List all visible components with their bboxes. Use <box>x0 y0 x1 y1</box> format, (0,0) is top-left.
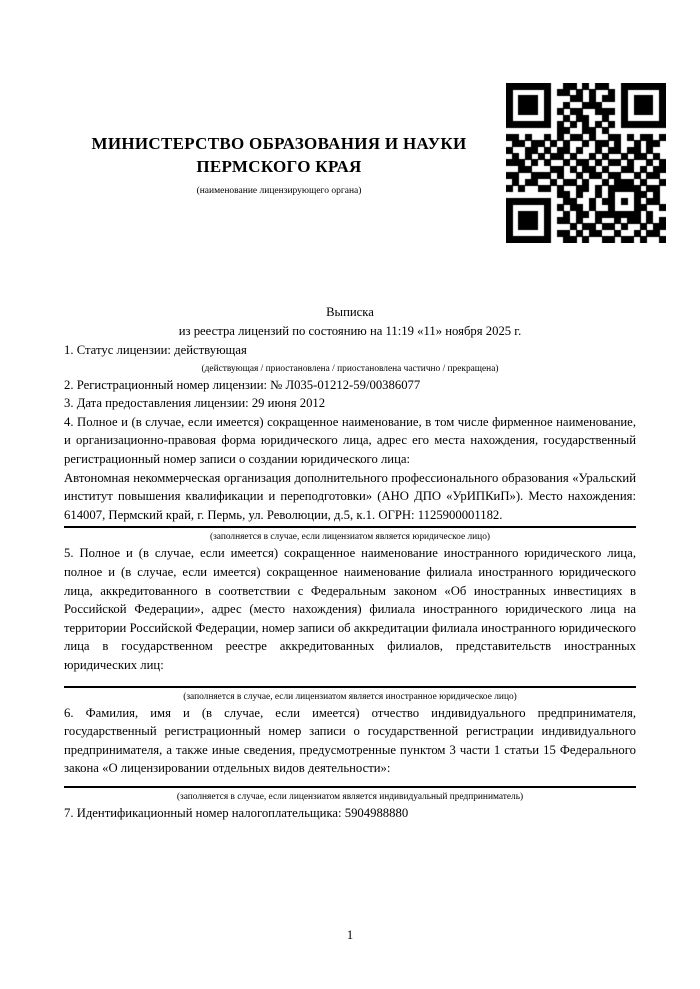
ministry-name-line1: МИНИСТЕРСТВО ОБРАЗОВАНИЯ И НАУКИ <box>91 134 467 153</box>
ministry-name-line2: ПЕРМСКОГО КРАЯ <box>196 157 362 176</box>
licensing-authority-note: (наименование лицензирующего органа) <box>196 186 362 196</box>
title-line2: из реестра лицензий по состоянию на 11:19 «11» ноября 2025 г. <box>178 324 522 338</box>
qr-code-image <box>506 83 666 243</box>
item-1-license-status: 1. Статус лицензии: действующая <box>64 343 247 357</box>
page-number: 1 <box>346 928 354 942</box>
item-1-note: (действующая / приостановлена / приостановлена частично / прекращена) <box>201 363 499 374</box>
document-header <box>58 132 500 197</box>
item-7-taxpayer-id: 7. Идентификационный номер налогоплательщика: 5904988880 <box>64 805 409 820</box>
item-2-registration-number: 2. Регистрационный номер лицензии: № Л035-01212-59/00386077 <box>64 377 421 392</box>
title-line1: Выписка <box>326 305 374 319</box>
document-body <box>64 303 636 822</box>
item-5-fill-line <box>64 675 636 688</box>
item-4-legal-entity-value: Автономная некоммерческая организация дополнительного профессионального образования «Уральский институт повышения квалификации и переподготовки» (АНО ДПО «УрИПКиП»). Место нахождения: 614007, Пермский край, г. Пермь, ул. Революции, д.5, к.1. ОГРН: 1125900001182. <box>64 470 636 522</box>
item-4-legal-entity-heading: 4. Полное и (в случае, если имеется) сокращенное наименование, в том числе фирменное наименование, и организационно-правовая форма юридического лица, адрес его места нахождения, государственный регистрационный номер записи о создании юридического лица: <box>64 414 636 466</box>
item-5-foreign-entity-heading: 5. Полное и (в случае, если имеется) сокращенное наименование иностранного юридического лица, полное и (в случае, если имеется) сокращенное наименование филиала иностранного юридического лица, аккредитованного в соответствии с Федеральным законом «Об иностранных инвестициях в Российской Федерации», адрес (место нахождения) филиала иностранного юридического лица на территории Российской Федерации, номер записи об аккредитации филиала иностранного юридического лица в государственном реестре аккредитованных филиалов, представительств иностранных юридических лиц: <box>64 546 636 672</box>
document-title <box>64 303 636 341</box>
item-6-entrepreneur-heading: 6. Фамилия, имя и (в случае, если имеется) отчество индивидуального предпринимателя, государственный регистрационный номер записи о государственной регистрации индивидуального предпринимателя, а также иные сведения, предусмотренные пунктом 3 части 1 статьи 15 Федерального закона «О лицензировании отдельных видов деятельности»: <box>64 705 636 776</box>
qr-code <box>506 83 666 243</box>
item-6-note: (заполняется в случае, если лицензиатом является индивидуальный предприниматель) <box>176 791 524 802</box>
item-4-fill-line <box>64 469 636 529</box>
item-5-note: (заполняется в случае, если лицензиатом является иностранное юридическое лицо) <box>183 691 517 702</box>
item-6-fill-line <box>64 778 636 788</box>
item-3-license-grant-date: 3. Дата предоставления лицензии: 29 июня 2012 <box>64 396 326 411</box>
item-4-note: (заполняется в случае, если лицензиатом является юридическое лицо) <box>209 532 490 543</box>
